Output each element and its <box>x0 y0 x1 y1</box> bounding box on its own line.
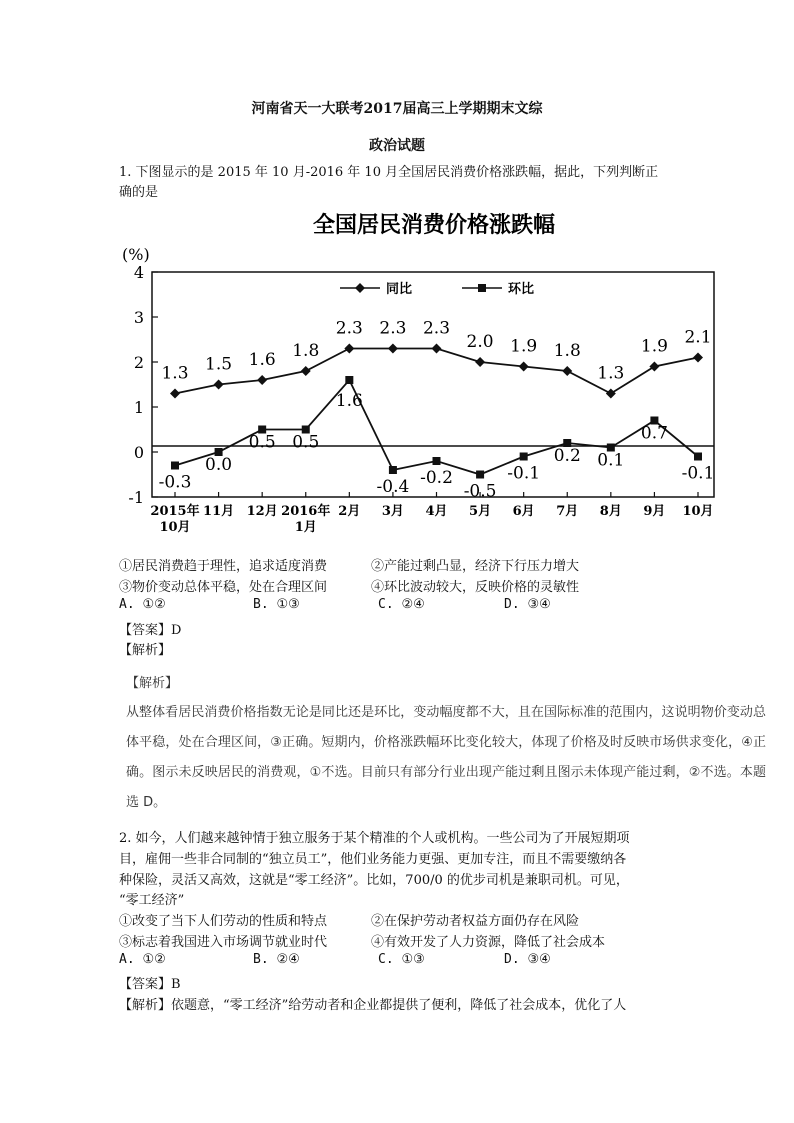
q2-analysis: 【解析】依题意，“零工经济”给劳动者和企业都提供了便利，降低了社会成本，优化了人 <box>119 998 627 1013</box>
mom-data-label: 0.5 <box>248 432 276 453</box>
yoy-data-label: 2.3 <box>379 318 407 339</box>
q1-option-3: ③物价变动总体平稳，处在合理区间 <box>119 580 328 595</box>
legend-marker-mom <box>478 284 486 292</box>
mom-point <box>345 376 353 384</box>
q2-option-4: ④有效开发了人力资源，降低了社会成本 <box>371 935 606 950</box>
q1-choice-c: C. ②④ <box>378 597 425 612</box>
yoy-point <box>388 344 398 354</box>
yoy-point <box>519 362 529 372</box>
mom-point <box>694 453 702 461</box>
q1-choice-d: D. ③④ <box>504 597 551 612</box>
yoy-data-label: 2.3 <box>422 318 451 339</box>
price-change-chart <box>110 200 730 545</box>
y-tick-label: 1 <box>133 398 144 417</box>
x-tick-label: 6月 <box>512 504 535 519</box>
y-tick-label: 3 <box>133 308 144 327</box>
q1-analysis-heading: 【解析】 <box>119 643 172 658</box>
document-title: 河南省天一大联考2017届高三上学期期末文综 <box>251 101 543 117</box>
mom-data-label: -0.1 <box>507 463 541 484</box>
x-tick-label: 3月 <box>381 504 404 519</box>
mom-data-label: 0.2 <box>553 446 581 466</box>
mom-data-label: 0.1 <box>597 450 625 471</box>
q2-choice-d: D. ③④ <box>504 952 551 967</box>
q1-answer: 【答案】D <box>119 623 182 638</box>
q2-option-3: ③标志着我国进入市场调节就业时代 <box>119 935 328 950</box>
q1-stem-line1: 1. 下图显示的是 2015 年 10 月-2016 年 10 月全国居民消费价格涨跌幅，据此，下列判断正 <box>119 165 659 180</box>
y-tick-label: 2 <box>133 353 144 372</box>
q1-choice-b: B. ①③ <box>253 597 300 612</box>
mom-data-label: 1.6 <box>335 391 363 411</box>
mom-data-label: -0.1 <box>681 463 715 484</box>
yoy-data-label: 2.0 <box>466 332 494 352</box>
q2-answer: 【答案】B <box>119 977 181 992</box>
legend-marker-yoy <box>355 283 365 293</box>
q2-stem-line4: “零工经济” <box>119 893 185 908</box>
yoy-data-label: 1.8 <box>292 341 320 361</box>
yoy-point <box>606 389 616 399</box>
q1-option-2: ②产能过剩凸显，经济下行压力增大 <box>371 559 580 574</box>
mom-data-label: 0.7 <box>640 423 668 444</box>
yoy-point <box>649 362 659 372</box>
q2-option-1: ①改变了当下人们劳动的性质和特点 <box>119 914 328 929</box>
q1-choice-a: A. ①② <box>119 597 166 612</box>
x-tick-label: 10月 <box>682 504 714 519</box>
y-tick-label: 0 <box>133 443 144 462</box>
mom-data-label: 0.5 <box>292 432 320 453</box>
yoy-point <box>344 344 354 354</box>
q2-choice-c: C. ①③ <box>378 952 425 967</box>
y-tick-label: -1 <box>128 488 144 507</box>
q1-option-4: ④环比波动较大，反映价格的灵敏性 <box>371 580 580 595</box>
yoy-point <box>693 353 703 363</box>
q2-stem-line3: 种保险，灵活又高效，这就是“零工经济”。比如，700/0 的优步司机是兼职司机。可见， <box>119 873 629 888</box>
mom-data-label: 0.0 <box>205 455 233 475</box>
yoy-data-label: 1.3 <box>161 363 189 384</box>
mom-data-label: -0.3 <box>158 472 192 493</box>
yoy-data-label: 1.8 <box>553 341 581 361</box>
x-tick-label: 7月 <box>556 504 579 519</box>
q1-analysis-text: 从整体看居民消费价格指数无论是同比还是环比，变动幅度都不大，且在国际标准的范围内，这说明物价变动总体平稳，处在合理区间，③正确。短期内，价格涨跌幅环比变化较大，体现了价格及时反映市场供求变化，④正确。图示未反映居民的消费观，①不选。目前只有部分行业出现产能过剩且图示未体现产能过剩，②不选。本题选 D。 <box>126 705 766 810</box>
x-tick-label: 4月 <box>425 504 448 519</box>
q2-choice-a: A. ①② <box>119 952 166 967</box>
q2-choice-b: B. ②④ <box>253 952 300 967</box>
yoy-data-label: 1.9 <box>510 336 538 357</box>
legend-label-yoy: 同比 <box>386 282 413 297</box>
mom-point <box>389 466 397 474</box>
q1-analysis-box-heading: 【解析】 <box>126 676 179 691</box>
legend <box>340 281 534 297</box>
yoy-data-label: 2.3 <box>335 318 363 339</box>
x-tick-label: 2016年 1月 <box>281 504 331 535</box>
yoy-point <box>562 366 572 376</box>
q2-stem-line2: 目，雇佣一些非合同制的“独立员工”，他们业务能力更强、更加专注，而且不需要缴纳各 <box>119 852 627 867</box>
y-tick-label: 4 <box>133 263 144 282</box>
yoy-data-label: 1.9 <box>640 336 668 357</box>
yoy-data-label: 1.5 <box>205 354 233 375</box>
mom-data-label: -0.2 <box>420 468 453 488</box>
yoy-point <box>170 389 180 399</box>
x-tick-label: 8月 <box>599 504 622 519</box>
yoy-point <box>475 357 485 367</box>
x-tick-label: 9月 <box>643 504 666 519</box>
legend-label-mom: 环比 <box>508 282 535 297</box>
y-axis-label: (%) <box>122 245 150 264</box>
yoy-data-label: 1.3 <box>597 363 625 384</box>
yoy-data-label: 2.1 <box>684 327 712 348</box>
mom-data-label: -0.4 <box>376 477 410 497</box>
q2-stem-line1: 2. 如今，人们越来越钟情于独立服务于某个精准的个人或机构。一些公司为了开展短期项 <box>119 831 630 846</box>
yoy-point <box>214 380 224 390</box>
document-subtitle: 政治试题 <box>369 138 425 154</box>
x-tick-label: 12月 <box>246 504 278 519</box>
mom-data-label: -0.5 <box>463 481 497 502</box>
q1-stem-line2: 确的是 <box>119 185 159 200</box>
q1-option-1: ①居民消费趋于理性，追求适度消费 <box>119 559 328 574</box>
q2-option-2: ②在保护劳动者权益方面仍存在风险 <box>371 914 580 929</box>
chart-title: 全国居民消费价格涨跌幅 <box>312 212 556 238</box>
mom-point <box>171 462 179 470</box>
x-tick-label: 2015年 10月 <box>150 504 200 535</box>
yoy-point <box>257 375 267 385</box>
yoy-data-label: 1.6 <box>248 350 276 370</box>
mom-point <box>476 471 484 479</box>
yoy-point <box>432 344 442 354</box>
x-tick-label: 2月 <box>338 504 361 519</box>
x-tick-label: 5月 <box>469 504 492 519</box>
mom-point <box>520 453 528 461</box>
mom-point <box>433 457 441 465</box>
yoy-point <box>301 366 311 376</box>
x-tick-label: 11月 <box>203 504 235 519</box>
